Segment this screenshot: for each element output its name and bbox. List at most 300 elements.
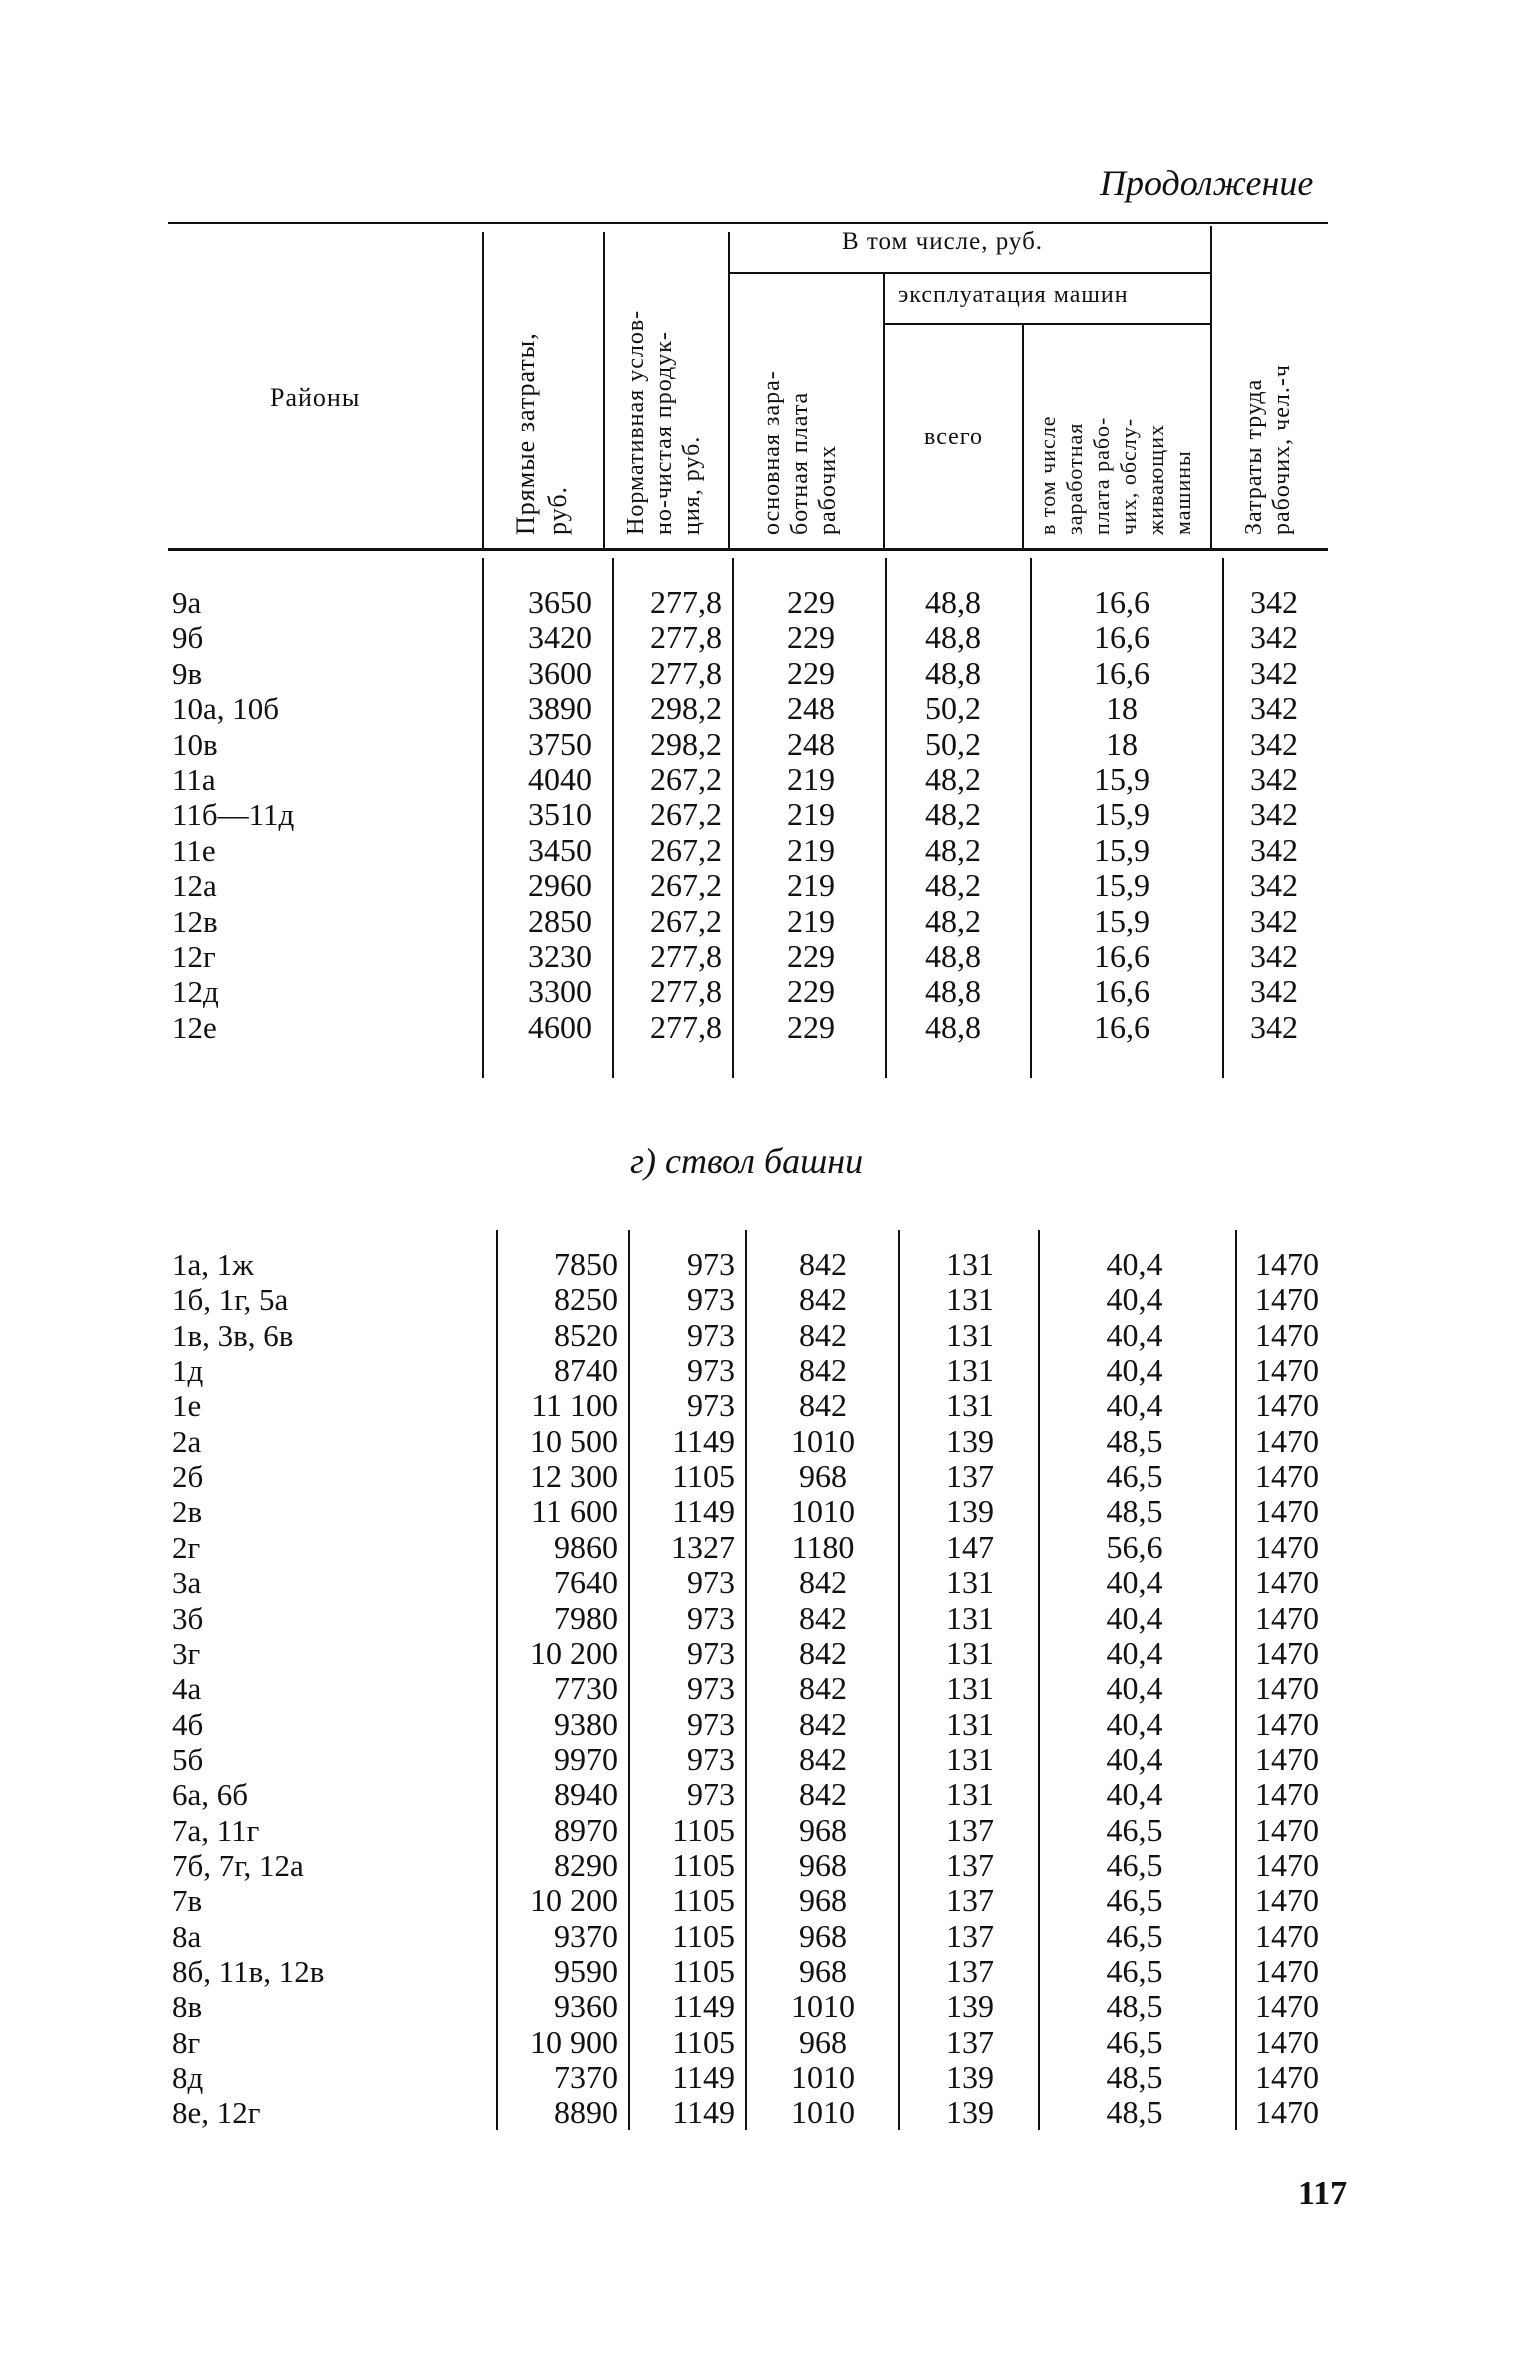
cell-labor-costs: 1470 <box>1255 1705 1319 1742</box>
cell-machine-wage: 15,9 <box>1094 902 1150 939</box>
cell-direct-costs: 7370 <box>554 2059 618 2096</box>
cell-normative-product: 973 <box>687 1634 735 1671</box>
column-divider <box>1030 558 1032 1078</box>
cell-normative-product: 267,2 <box>650 796 722 833</box>
cell-direct-costs: 3300 <box>528 973 592 1010</box>
cell-base-wage: 219 <box>787 831 835 868</box>
cell-labor-costs: 1470 <box>1255 1988 1319 2025</box>
cell-labor-costs: 1470 <box>1255 1352 1319 1389</box>
cell-normative-product: 267,2 <box>650 902 722 939</box>
cell-machine-wage: 40,4 <box>1106 1564 1163 1601</box>
header-regions: Районы <box>270 383 361 412</box>
cell-base-wage: 842 <box>799 1776 847 1813</box>
cell-normative-product: 973 <box>687 1281 735 1318</box>
cell-region: 1в, 3в, 6в <box>172 1317 294 1353</box>
header-bottom-rule <box>168 548 1328 551</box>
cell-machine-total: 147 <box>946 1528 994 1565</box>
cell-region: 9в <box>172 655 203 691</box>
cell-machine-wage: 16,6 <box>1094 584 1150 620</box>
cell-machine-total: 137 <box>946 1953 994 1989</box>
cell-labor-costs: 1470 <box>1255 1811 1319 1848</box>
cell-machine-total: 137 <box>946 1811 994 1848</box>
cell-labor-costs: 1470 <box>1255 1528 1319 1565</box>
cell-base-wage: 842 <box>799 1670 847 1707</box>
cell-region: 12в <box>172 903 218 939</box>
cell-direct-costs: 3600 <box>528 654 592 691</box>
cell-labor-costs: 1470 <box>1255 1882 1319 1919</box>
cell-region: 10а, 10б <box>172 691 280 727</box>
cell-labor-costs: 342 <box>1250 654 1298 691</box>
cell-normative-product: 1149 <box>672 1493 735 1530</box>
cell-machine-total: 48,8 <box>925 584 981 620</box>
cell-base-wage: 219 <box>787 761 835 797</box>
cell-machine-wage: 48,5 <box>1106 1988 1163 2025</box>
cell-direct-costs: 3230 <box>528 938 592 974</box>
cell-labor-costs: 1470 <box>1255 2094 1319 2131</box>
cell-normative-product: 277,8 <box>650 584 722 620</box>
cell-direct-costs: 3420 <box>528 619 592 656</box>
cell-base-wage: 842 <box>799 1246 847 1282</box>
cell-direct-costs: 9860 <box>554 1528 618 1565</box>
cell-machine-total: 131 <box>946 1705 994 1742</box>
cell-region: 1д <box>172 1353 204 1389</box>
cell-base-wage: 968 <box>799 1458 847 1495</box>
cell-machine-wage: 40,4 <box>1106 1776 1163 1813</box>
cell-region: 8в <box>172 1989 203 2025</box>
cell-machine-wage: 18 <box>1106 725 1138 762</box>
cell-machine-wage: 40,4 <box>1106 1599 1163 1636</box>
cell-machine-wage: 48,5 <box>1106 1422 1163 1459</box>
cell-machine-wage: 48,5 <box>1106 2059 1163 2096</box>
cell-base-wage: 968 <box>799 1953 847 1989</box>
cell-region: 4а <box>172 1671 202 1707</box>
cell-normative-product: 1105 <box>672 1846 735 1883</box>
page-number: 117 <box>1298 2175 1348 2212</box>
cell-normative-product: 973 <box>687 1599 735 1636</box>
column-divider <box>482 558 484 1078</box>
including-rule <box>728 272 1210 274</box>
cell-direct-costs: 7850 <box>554 1246 618 1282</box>
cell-machine-wage: 46,5 <box>1106 1953 1163 1989</box>
cell-direct-costs: 8940 <box>554 1776 618 1813</box>
cell-region: 11а <box>172 762 216 797</box>
cell-labor-costs: 342 <box>1250 973 1298 1010</box>
cell-region: 6а, 6б <box>172 1777 249 1813</box>
cell-direct-costs: 9590 <box>554 1953 618 1989</box>
cell-direct-costs: 7640 <box>554 1564 618 1601</box>
cell-labor-costs: 1470 <box>1255 1316 1319 1353</box>
cell-labor-costs: 342 <box>1250 902 1298 939</box>
cell-region: 9б <box>172 620 204 656</box>
cell-machine-total: 137 <box>946 1846 994 1883</box>
cell-direct-costs: 8740 <box>554 1352 618 1389</box>
cell-normative-product: 973 <box>687 1387 735 1424</box>
cell-normative-product: 1105 <box>672 1953 735 1989</box>
cell-labor-costs: 1470 <box>1255 2059 1319 2096</box>
cell-normative-product: 1105 <box>672 1882 735 1919</box>
cell-base-wage: 229 <box>787 938 835 974</box>
cell-region: 4б <box>172 1706 204 1742</box>
header-machine-total: всего <box>924 424 984 450</box>
cell-region: 1б, 1г, 5а <box>172 1282 289 1318</box>
cell-machine-wage: 46,5 <box>1106 2023 1163 2060</box>
cell-region: 1е <box>172 1388 202 1424</box>
cell-base-wage: 229 <box>787 584 835 620</box>
cell-machine-wage: 16,6 <box>1094 654 1150 691</box>
cell-machine-wage: 46,5 <box>1106 1917 1163 1954</box>
cell-region: 11е <box>172 832 216 868</box>
cell-machine-total: 131 <box>946 1776 994 1813</box>
cell-labor-costs: 342 <box>1250 584 1298 620</box>
cell-region: 10в <box>172 726 218 762</box>
cell-normative-product: 277,8 <box>650 654 722 691</box>
cell-machine-total: 131 <box>946 1670 994 1707</box>
cell-machine-wage: 40,4 <box>1106 1352 1163 1389</box>
cell-base-wage: 1010 <box>791 1422 855 1459</box>
cell-machine-wage: 40,4 <box>1106 1316 1163 1353</box>
cell-labor-costs: 342 <box>1250 867 1298 904</box>
cell-normative-product: 1105 <box>672 1811 735 1848</box>
cell-region: 1а, 1ж <box>172 1247 254 1282</box>
cell-direct-costs: 4600 <box>528 1008 592 1045</box>
cell-base-wage: 842 <box>799 1740 847 1777</box>
column-divider <box>885 558 887 1078</box>
cell-machine-wage: 46,5 <box>1106 1846 1163 1883</box>
cell-labor-costs: 1470 <box>1255 1953 1319 1989</box>
cell-machine-wage: 15,9 <box>1094 761 1150 797</box>
cell-machine-total: 50,2 <box>925 690 981 727</box>
cell-region: 2г <box>172 1529 201 1565</box>
cell-machine-wage: 16,6 <box>1094 1008 1150 1045</box>
cell-machine-total: 131 <box>946 1281 994 1318</box>
cell-machine-total: 137 <box>946 1458 994 1495</box>
column-divider <box>1235 1230 1237 2130</box>
cell-machine-wage: 48,5 <box>1106 1493 1163 1530</box>
cell-region: 7а, 11г <box>172 1812 260 1848</box>
cell-machine-total: 48,8 <box>925 973 981 1010</box>
cell-direct-costs: 3890 <box>528 690 592 727</box>
cell-normative-product: 1327 <box>671 1528 735 1565</box>
cell-machine-total: 48,8 <box>925 938 981 974</box>
header-labor-costs: Затраты труда рабочих, чел.-ч <box>1241 364 1295 535</box>
cell-direct-costs: 3650 <box>528 584 592 620</box>
cell-region: 11б—11д <box>172 797 295 833</box>
cell-labor-costs: 1470 <box>1255 1246 1319 1282</box>
header-machine-operation: эксплуатация машин <box>898 282 1129 308</box>
cell-labor-costs: 342 <box>1250 796 1298 833</box>
cell-machine-total: 139 <box>946 1988 994 2025</box>
cell-labor-costs: 1470 <box>1255 1387 1319 1424</box>
cell-machine-total: 131 <box>946 1352 994 1389</box>
cell-normative-product: 277,8 <box>650 938 722 974</box>
cell-base-wage: 968 <box>799 1882 847 1919</box>
cell-machine-wage: 40,4 <box>1106 1246 1163 1282</box>
cell-base-wage: 248 <box>787 690 835 727</box>
cell-machine-wage: 46,5 <box>1106 1882 1163 1919</box>
cell-labor-costs: 342 <box>1250 761 1298 797</box>
cell-base-wage: 968 <box>799 1811 847 1848</box>
cell-machine-total: 139 <box>946 1493 994 1530</box>
cell-machine-wage: 15,9 <box>1094 831 1150 868</box>
cell-machine-wage: 46,5 <box>1106 1458 1163 1495</box>
cell-direct-costs: 3750 <box>528 725 592 762</box>
cell-base-wage: 219 <box>787 796 835 833</box>
cell-machine-total: 137 <box>946 1917 994 1954</box>
cell-region: 7в <box>172 1883 203 1919</box>
header-divider-1 <box>482 232 484 548</box>
cell-normative-product: 1105 <box>672 1917 735 1954</box>
cell-labor-costs: 1470 <box>1255 1776 1319 1813</box>
cell-base-wage: 229 <box>787 619 835 656</box>
cell-direct-costs: 10 200 <box>530 1634 618 1671</box>
cell-normative-product: 277,8 <box>650 619 722 656</box>
cell-labor-costs: 1470 <box>1255 1493 1319 1530</box>
column-divider <box>898 1230 900 2130</box>
cell-machine-total: 48,8 <box>925 619 981 656</box>
cell-labor-costs: 1470 <box>1255 1281 1319 1318</box>
cell-region: 2в <box>172 1494 203 1530</box>
cell-labor-costs: 1470 <box>1255 2023 1319 2060</box>
header-divider-4 <box>883 272 885 548</box>
cell-machine-wage: 15,9 <box>1094 867 1150 904</box>
cell-direct-costs: 7980 <box>554 1599 618 1636</box>
cell-region: 3а <box>172 1565 202 1601</box>
cell-base-wage: 1010 <box>791 2059 855 2096</box>
cell-normative-product: 1149 <box>672 2059 735 2096</box>
column-divider <box>1038 1230 1040 2130</box>
cell-direct-costs: 12 300 <box>530 1458 618 1495</box>
cell-normative-product: 277,8 <box>650 1008 722 1045</box>
cell-direct-costs: 7730 <box>554 1670 618 1707</box>
cell-region: 7б, 7г, 12а <box>172 1847 304 1883</box>
cell-machine-wage: 40,4 <box>1106 1634 1163 1671</box>
section-title: г) ствол башни <box>630 1141 864 1181</box>
cell-labor-costs: 1470 <box>1255 1846 1319 1883</box>
cell-base-wage: 229 <box>787 973 835 1010</box>
cell-machine-total: 48,2 <box>925 796 981 833</box>
cell-direct-costs: 3510 <box>528 796 592 833</box>
header-divider-5 <box>1022 323 1024 548</box>
cell-normative-product: 973 <box>687 1246 735 1282</box>
cell-direct-costs: 11 600 <box>531 1493 618 1530</box>
cell-direct-costs: 9970 <box>554 1740 618 1777</box>
cell-machine-wage: 40,4 <box>1106 1740 1163 1777</box>
cell-direct-costs: 9370 <box>554 1917 618 1954</box>
cell-labor-costs: 1470 <box>1255 1917 1319 1954</box>
cell-normative-product: 973 <box>687 1316 735 1353</box>
cell-machine-wage: 48,5 <box>1106 2094 1163 2131</box>
cell-labor-costs: 1470 <box>1255 1422 1319 1459</box>
cell-base-wage: 229 <box>787 1008 835 1045</box>
cell-region: 5б <box>172 1741 204 1777</box>
cell-base-wage: 1010 <box>791 1493 855 1530</box>
cell-labor-costs: 1470 <box>1255 1634 1319 1671</box>
cell-base-wage: 842 <box>799 1281 847 1318</box>
cell-region: 12а <box>172 868 217 904</box>
header-divider-3 <box>728 232 730 548</box>
cell-machine-total: 48,8 <box>925 654 981 691</box>
cell-base-wage: 842 <box>799 1352 847 1389</box>
cell-machine-wage: 40,4 <box>1106 1281 1163 1318</box>
cell-base-wage: 1010 <box>791 2094 855 2131</box>
cell-machine-total: 48,2 <box>925 761 981 797</box>
cell-base-wage: 842 <box>799 1316 847 1353</box>
cell-normative-product: 1149 <box>672 1988 735 2025</box>
cell-base-wage: 968 <box>799 1917 847 1954</box>
cell-region: 8а <box>172 1918 202 1954</box>
cell-base-wage: 219 <box>787 867 835 904</box>
cell-region: 8д <box>172 2060 204 2096</box>
column-divider <box>1222 558 1224 1078</box>
cell-direct-costs: 10 500 <box>530 1422 618 1459</box>
cell-base-wage: 842 <box>799 1387 847 1424</box>
cell-normative-product: 277,8 <box>650 973 722 1010</box>
cell-base-wage: 968 <box>799 1846 847 1883</box>
cell-machine-wage: 18 <box>1106 690 1138 727</box>
header-base-wage: основная зара- ботная плата рабочих <box>759 370 841 535</box>
cell-normative-product: 267,2 <box>650 867 722 904</box>
cell-normative-product: 267,2 <box>650 831 722 868</box>
cell-base-wage: 248 <box>787 725 835 762</box>
cell-direct-costs: 8970 <box>554 1811 618 1848</box>
cell-machine-total: 131 <box>946 1387 994 1424</box>
cell-direct-costs: 8520 <box>554 1316 618 1353</box>
cell-labor-costs: 342 <box>1250 619 1298 656</box>
column-divider <box>732 558 734 1078</box>
cell-normative-product: 298,2 <box>650 725 722 762</box>
cell-base-wage: 842 <box>799 1705 847 1742</box>
cell-normative-product: 298,2 <box>650 690 722 727</box>
cell-direct-costs: 2850 <box>528 902 592 939</box>
cell-normative-product: 973 <box>687 1352 735 1389</box>
column-divider <box>628 1230 630 2130</box>
cell-region: 2б <box>172 1459 204 1495</box>
cell-machine-total: 50,2 <box>925 725 981 762</box>
cell-base-wage: 842 <box>799 1564 847 1601</box>
cell-region: 12е <box>172 1009 217 1045</box>
cell-machine-total: 137 <box>946 2023 994 2060</box>
header-including: В том числе, руб. <box>842 228 1044 255</box>
cell-machine-total: 131 <box>946 1634 994 1671</box>
cell-normative-product: 973 <box>687 1740 735 1777</box>
cell-labor-costs: 342 <box>1250 1008 1298 1045</box>
cell-normative-product: 1105 <box>672 2023 735 2060</box>
cell-labor-costs: 1470 <box>1255 1564 1319 1601</box>
cell-direct-costs: 10 900 <box>530 2023 618 2060</box>
cell-region: 8б, 11в, 12в <box>172 1954 325 1989</box>
cell-region: 9а <box>172 585 202 620</box>
continuation-label: Продолжение <box>1100 163 1314 203</box>
cell-base-wage: 219 <box>787 902 835 939</box>
cell-direct-costs: 9360 <box>554 1988 618 2025</box>
cell-normative-product: 973 <box>687 1670 735 1707</box>
cell-region: 8г <box>172 2024 201 2060</box>
cell-direct-costs: 11 100 <box>531 1387 618 1424</box>
cell-machine-total: 48,2 <box>925 831 981 868</box>
cell-machine-wage: 40,4 <box>1106 1705 1163 1742</box>
cell-machine-total: 131 <box>946 1564 994 1601</box>
cell-normative-product: 973 <box>687 1705 735 1742</box>
cell-region: 12г <box>172 939 216 974</box>
cell-region: 8е, 12г <box>172 2095 261 2131</box>
column-divider <box>745 1230 747 2130</box>
cell-machine-total: 48,2 <box>925 867 981 904</box>
cell-region: 2а <box>172 1423 202 1459</box>
cell-base-wage: 1180 <box>791 1528 855 1565</box>
cell-direct-costs: 9380 <box>554 1705 618 1742</box>
cell-labor-costs: 1470 <box>1255 1458 1319 1495</box>
cell-machine-total: 139 <box>946 1422 994 1459</box>
cell-base-wage: 1010 <box>791 1988 855 2025</box>
column-divider <box>496 1230 498 2130</box>
cell-direct-costs: 10 200 <box>530 1882 618 1919</box>
cell-machine-wage: 16,6 <box>1094 938 1150 974</box>
cell-region: 3г <box>172 1635 201 1671</box>
cell-region: 12д <box>172 974 219 1010</box>
cell-direct-costs: 8290 <box>554 1846 618 1883</box>
cell-base-wage: 229 <box>787 654 835 691</box>
cell-base-wage: 842 <box>799 1599 847 1636</box>
cell-direct-costs: 4040 <box>528 761 592 797</box>
cell-normative-product: 1149 <box>672 1422 735 1459</box>
cell-direct-costs: 3450 <box>528 831 592 868</box>
cell-direct-costs: 2960 <box>528 867 592 904</box>
cell-normative-product: 267,2 <box>650 761 722 797</box>
machine-rule <box>883 323 1210 325</box>
cell-labor-costs: 1470 <box>1255 1599 1319 1636</box>
cell-machine-total: 139 <box>946 2094 994 2131</box>
cell-machine-total: 139 <box>946 2059 994 2096</box>
cell-machine-wage: 15,9 <box>1094 796 1150 833</box>
cell-machine-wage: 46,5 <box>1106 1811 1163 1848</box>
cell-base-wage: 968 <box>799 2023 847 2060</box>
cell-machine-total: 48,2 <box>925 902 981 939</box>
cell-machine-total: 131 <box>946 1246 994 1282</box>
cell-machine-wage: 16,6 <box>1094 973 1150 1010</box>
cell-machine-total: 131 <box>946 1740 994 1777</box>
cell-direct-costs: 8890 <box>554 2094 618 2131</box>
column-divider <box>612 558 614 1078</box>
cell-direct-costs: 8250 <box>554 1281 618 1318</box>
cell-machine-wage: 56,6 <box>1106 1528 1163 1565</box>
cell-labor-costs: 342 <box>1250 690 1298 727</box>
header-incl-wage: в том числе заработная плата рабо- чих, обслу- живающих машины <box>1035 415 1195 535</box>
cell-machine-total: 48,8 <box>925 1008 981 1045</box>
cell-normative-product: 1149 <box>672 2094 735 2131</box>
cell-machine-wage: 16,6 <box>1094 619 1150 656</box>
cell-labor-costs: 1470 <box>1255 1670 1319 1707</box>
cell-labor-costs: 342 <box>1250 725 1298 762</box>
cell-normative-product: 973 <box>687 1564 735 1601</box>
cell-base-wage: 842 <box>799 1634 847 1671</box>
header-top-rule <box>168 222 1328 224</box>
header-direct-costs: Прямые затраты, руб. <box>511 332 572 535</box>
cell-machine-total: 131 <box>946 1599 994 1636</box>
cell-machine-wage: 40,4 <box>1106 1670 1163 1707</box>
cell-machine-total: 137 <box>946 1882 994 1919</box>
cell-normative-product: 1105 <box>672 1458 735 1495</box>
header-normative-product: Нормативная услов- но-чистая продук- ция, руб. <box>623 309 705 535</box>
cell-labor-costs: 342 <box>1250 831 1298 868</box>
cell-region: 3б <box>172 1600 204 1636</box>
cell-machine-wage: 40,4 <box>1106 1387 1163 1424</box>
header-divider-2 <box>603 232 605 548</box>
cell-normative-product: 973 <box>687 1776 735 1813</box>
cell-labor-costs: 1470 <box>1255 1740 1319 1777</box>
cell-machine-total: 131 <box>946 1316 994 1353</box>
header-divider-6 <box>1210 226 1212 548</box>
cell-labor-costs: 342 <box>1250 938 1298 974</box>
